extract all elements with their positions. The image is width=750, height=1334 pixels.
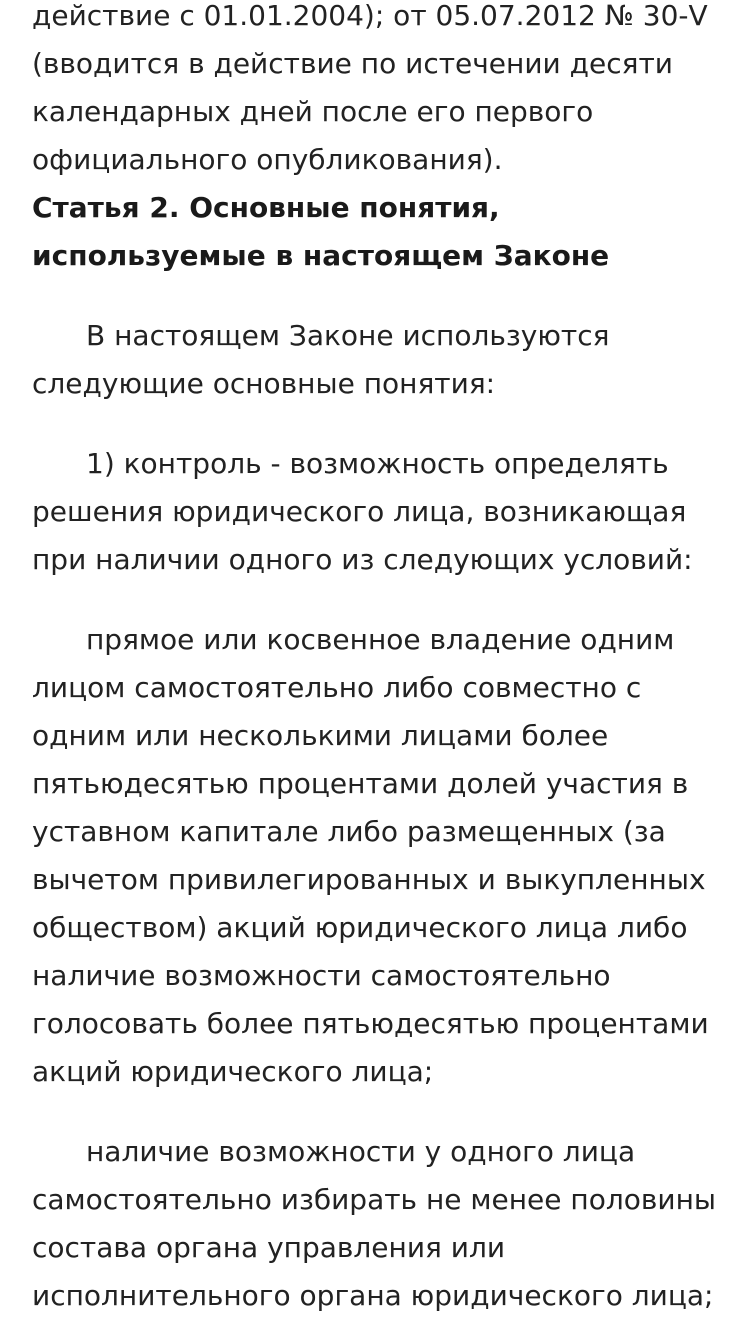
spacer xyxy=(32,408,732,440)
text-line: состава органа управления или xyxy=(32,1231,506,1264)
text-line: вычетом привилегированных и выкупленных xyxy=(32,863,706,896)
text-line: наличие возможности у одного лица xyxy=(86,1135,636,1168)
text-line: прямое или косвенное владение одним xyxy=(86,623,675,656)
text-line: следующие основные понятия: xyxy=(32,367,496,400)
document-body xyxy=(32,0,732,1320)
text-line: решения юридического лица, возникающая xyxy=(32,495,687,528)
paragraph-ownership-condition xyxy=(32,616,732,1096)
text-line: исполнительного органа юридического лица; xyxy=(32,1279,714,1312)
heading-line: Статья 2. Основные понятия, xyxy=(32,191,500,224)
heading-line: используемые в настоящем Законе xyxy=(32,239,610,272)
text-line: самостоятельно избирать не менее половины xyxy=(32,1183,716,1216)
text-line: обществом) акций юридического лица либо xyxy=(32,911,688,944)
spacer xyxy=(32,280,732,312)
text-line: голосовать более пятьюдесятью процентами xyxy=(32,1007,709,1040)
spacer xyxy=(32,1096,732,1128)
text-line: наличие возможности самостоятельно xyxy=(32,959,611,992)
text-line: В настоящем Законе используются xyxy=(86,319,610,352)
text-line: акций юридического лица; xyxy=(32,1055,434,1088)
text-line: уставном капитале либо размещенных (за xyxy=(32,815,666,848)
text-line: 1) контроль - возможность определять xyxy=(86,447,669,480)
text-line: при наличии одного из следующих условий: xyxy=(32,543,693,576)
text-line: действие с 01.01.2004); от 05.07.2012 № 30-V xyxy=(32,0,708,32)
text-line: пятьюдесятью процентами долей участия в xyxy=(32,767,689,800)
text-line: (вводится в действие по истечении десяти xyxy=(32,47,673,80)
paragraph-definitions-intro xyxy=(32,312,732,408)
text-line: официального опубликования). xyxy=(32,143,503,176)
intro-tail-paragraph xyxy=(32,0,732,184)
paragraph-control-definition xyxy=(32,440,732,584)
text-line: лицом самостоятельно либо совместно с xyxy=(32,671,642,704)
article-heading xyxy=(32,184,732,280)
paragraph-election-condition xyxy=(32,1128,732,1320)
text-line: календарных дней после его первого xyxy=(32,95,594,128)
spacer xyxy=(32,584,732,616)
text-line: одним или несколькими лицами более xyxy=(32,719,609,752)
